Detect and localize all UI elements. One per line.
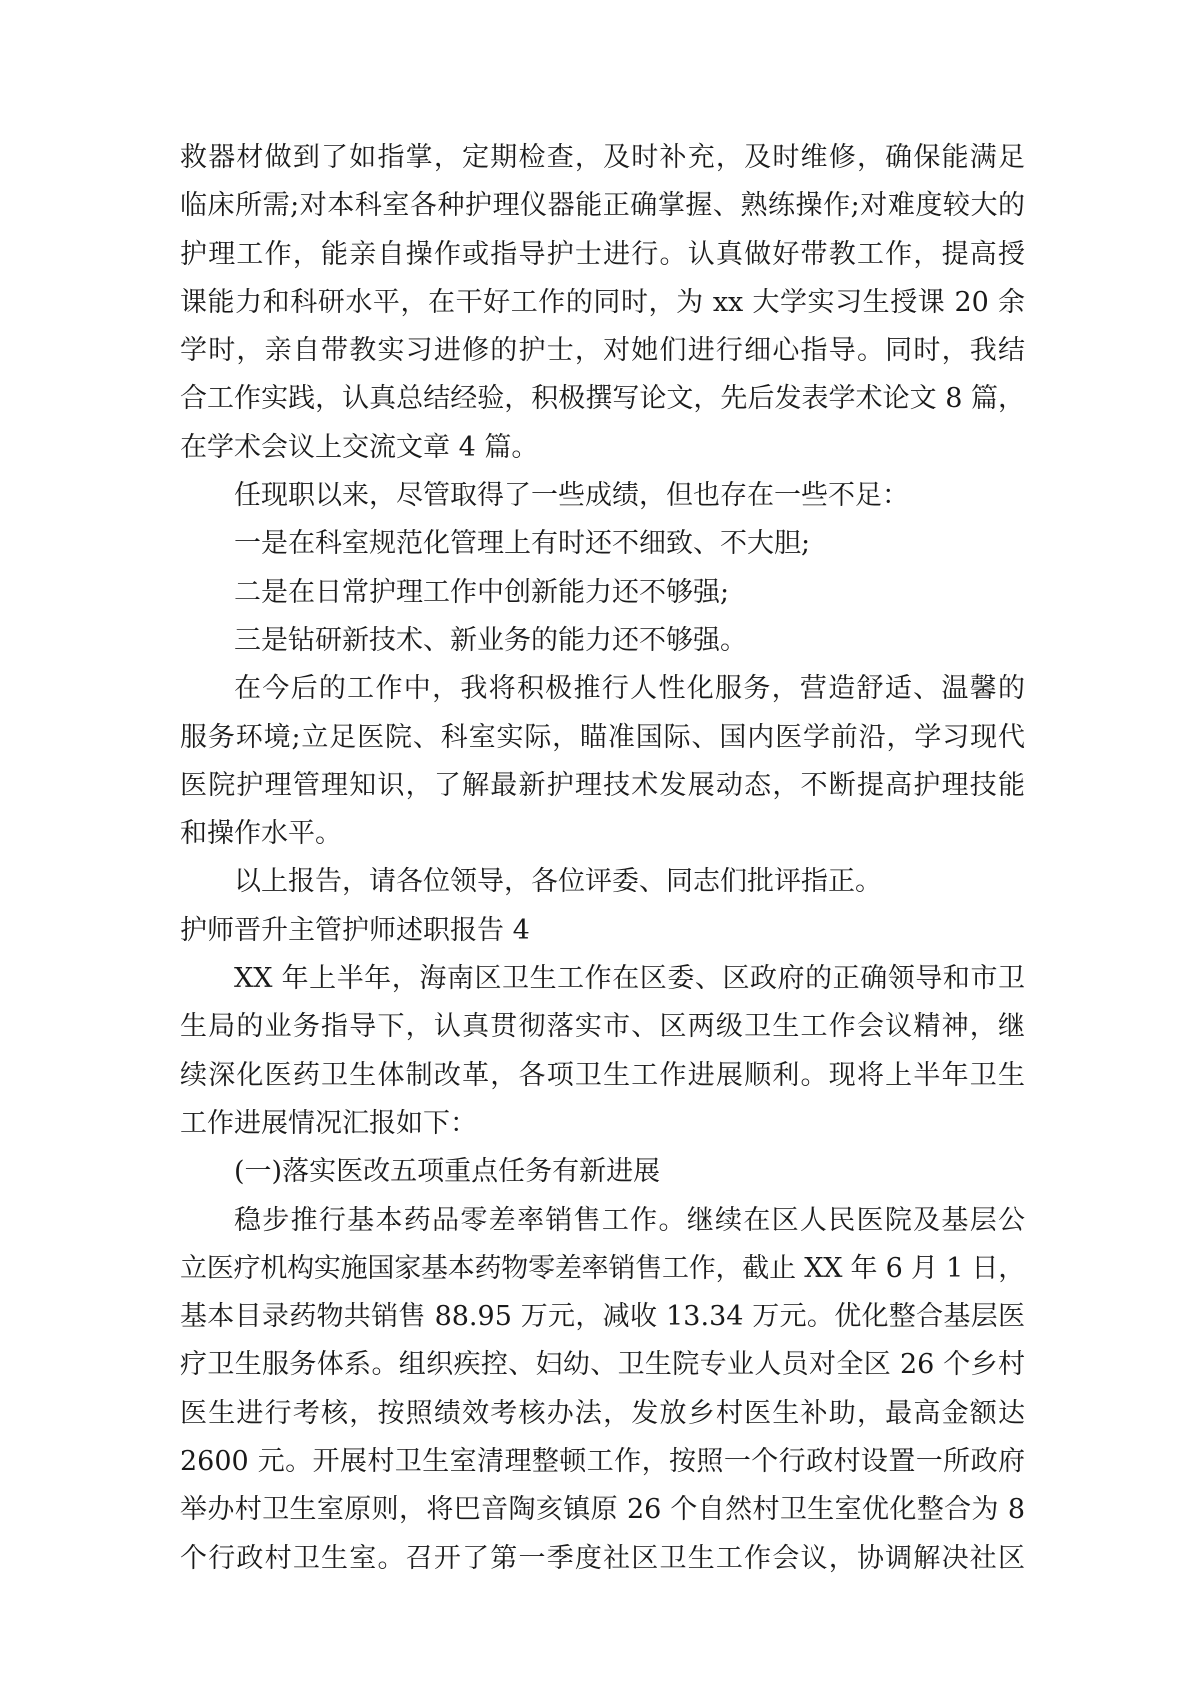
text-line: 以上报告，请各位领导，各位评委、同志们批评指正。 (234, 866, 882, 898)
text-line: 任现职以来，尽管取得了一些成绩，但也存在一些不足： (234, 480, 909, 512)
text-line: 和操作水平。 (180, 818, 342, 850)
text-line: 疗卫生服务体系。组织疾控、妇幼、卫生院专业人员对全区 26 个乡村 (180, 1349, 1025, 1381)
text-line: 举办村卫生室原则，将巴音陶亥镇原 26 个自然村卫生室优化整合为 8 (180, 1494, 1025, 1526)
text-line: 稳步推行基本药品零差率销售工作。继续在区人民医院及基层公 (234, 1204, 1025, 1236)
text-line: 一是在科室规范化管理上有时还不细致、不大胆; (234, 528, 811, 560)
text-line: 临床所需;对本科室各种护理仪器能正确掌握、熟练操作;对难度较大的 (180, 190, 1025, 222)
text-line: 救器材做到了如指掌，定期检查，及时补充，及时维修，确保能满足 (180, 142, 1025, 173)
text-line: 基本目录药物共销售 88.95 万元，减收 13.34 万元。优化整合基层医 (180, 1301, 1025, 1333)
text-line: 生局的业务指导下，认真贯彻落实市、区两级卫生工作会议精神，继 (180, 1011, 1025, 1043)
text-line: 在今后的工作中，我将积极推行人性化服务，营造舒适、温馨的 (234, 673, 1025, 705)
text-line: 护理工作，能亲自操作或指导护士进行。认真做好带教工作，提高授 (180, 238, 1025, 270)
text-line: 2600 元。开展村卫生室清理整顿工作，按照一个行政村设置一所政府 (180, 1446, 1025, 1478)
text-line: 立医疗机构实施国家基本药物零差率销售工作，截止 XX 年 6 月 1 日， (180, 1252, 1025, 1284)
text-line: 个行政村卫生室。召开了第一季度社区卫生工作会议，协调解决社区 (180, 1542, 1025, 1574)
text-line: 工作进展情况汇报如下： (180, 1107, 477, 1139)
text-line: 医生进行考核，按照绩效考核办法，发放乡村医生补助，最高金额达 (180, 1397, 1025, 1429)
text-line: 医院护理管理知识，了解最新护理技术发展动态，不断提高护理技能 (180, 769, 1025, 801)
section-heading: 护师晋升主管护师述职报告 4 (180, 914, 530, 946)
text-line: XX 年上半年，海南区卫生工作在区委、区政府的正确领导和市卫 (234, 963, 1025, 995)
text-line: 课能力和科研水平，在干好工作的同时，为 xx 大学实习生授课 20 余 (180, 286, 1025, 318)
document-page (180, 134, 1025, 1583)
text-line: 在学术会议上交流文章 4 篇。 (180, 431, 539, 463)
subsection-heading: (一)落实医改五项重点任务有新进展 (234, 1156, 661, 1188)
text-line: 三是钻研新技术、新业务的能力还不够强。 (234, 624, 747, 656)
text-line: 合工作实践，认真总结经验，积极撰写论文，先后发表学术论文 8 篇， (180, 383, 1025, 415)
text-line: 续深化医药卫生体制改革，各项卫生工作进展顺利。现将上半年卫生 (180, 1059, 1025, 1091)
text-line: 学时，亲自带教实习进修的护士，对她们进行细心指导。同时，我结 (180, 335, 1025, 367)
text-line: 服务环境;立足医院、科室实际，瞄准国际、国内医学前沿，学习现代 (180, 721, 1025, 753)
text-line: 二是在日常护理工作中创新能力还不够强; (234, 576, 730, 608)
